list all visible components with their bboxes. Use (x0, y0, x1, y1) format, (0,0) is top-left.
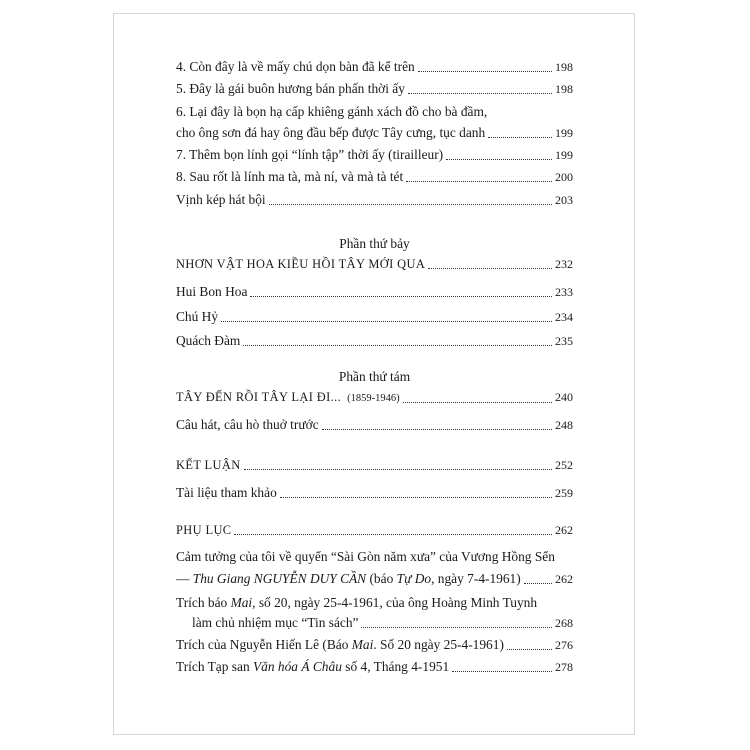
toc-entry: 4. Còn đây là về mấy chú dọn bàn đã kể trên 198 (176, 59, 573, 74)
toc-entry: 7. Thêm bọn lính gọi “lính tập” thời ấy (tirailleur) 199 (176, 147, 573, 162)
section-title: NHƠN VẬT HOA KIỀU HỒI TÂY MỚI QUA 232 (176, 257, 573, 271)
section-title: PHỤ LỤC 262 (176, 523, 573, 537)
toc-entry: Cảm tưởng của tôi về quyển “Sài Gòn năm xưa” của Vương Hồng Sển — Thu Giang NGUYỄN DUY CẦN (báo Tự Do, ngày 7-4-1961) 262 (176, 549, 573, 586)
toc-entry: Hui Bon Hoa 233 (176, 284, 573, 299)
toc-entry: Câu hát, câu hò thuở trước 248 (176, 417, 573, 432)
toc-entry: Trích của Nguyễn Hiến Lê (Báo Mai. Số 20 ngày 25-4-1961) 276 (176, 637, 573, 652)
toc-entry: 6. Lại đây là bọn hạ cấp khiêng gánh xách đồ cho bà đầm, cho ông sơn đá hay ông đầu bếp được Tây cưng, tục danh 199 (176, 104, 573, 140)
toc-entry: 8. Sau rốt là lính ma tà, mà ní, và mà tà tét 200 (176, 169, 573, 184)
toc-entry: Vịnh kép hát bội 203 (176, 192, 573, 207)
toc-entry: Quách Đàm 235 (176, 333, 573, 348)
toc-entry: Trích Tạp san Văn hóa Á Châu số 4, Tháng 4-1951 278 (176, 659, 573, 674)
toc-entry: Trích báo Mai, số 20, ngày 25-4-1961, của ông Hoàng Minh Tuynh làm chủ nhiệm mục “Tin sách” 268 (176, 595, 573, 630)
toc-entry: Chú Hỷ 234 (176, 309, 573, 324)
toc-entry: Tài liệu tham khảo 259 (176, 485, 573, 500)
section-title: KẾT LUẬN 252 (176, 458, 573, 472)
toc-entry: 5. Đây là gái buôn hương bán phấn thời ấy 198 (176, 81, 573, 96)
part-heading: Phần thứ tám (338, 369, 411, 384)
part-heading: Phần thứ bảy (339, 236, 410, 251)
section-title: TÂY ĐẾN RỒI TÂY LẠI ĐI... (1859-1946) 240 (176, 390, 573, 404)
